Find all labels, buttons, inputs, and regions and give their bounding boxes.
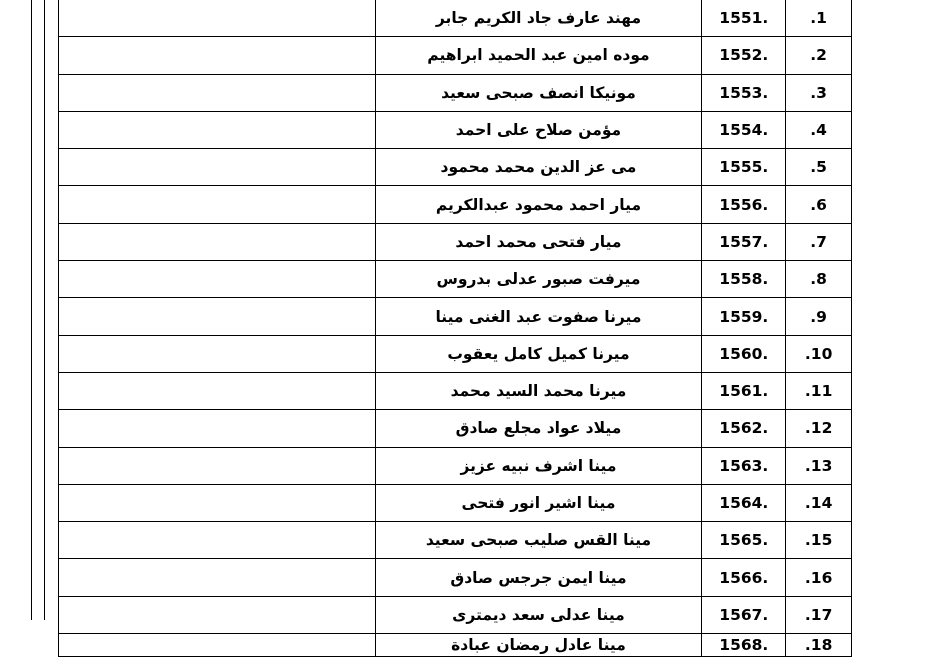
row-code: .1562 (702, 410, 786, 447)
row-name: مينا اشرف نبيه عزيز (375, 447, 702, 484)
row-index: 11. (786, 372, 852, 409)
roster-table (58, 0, 852, 657)
row-index: 14. (786, 484, 852, 521)
table-row (59, 634, 852, 657)
row-code: .1552 (702, 37, 786, 74)
row-blank-cell (59, 372, 376, 409)
row-code: .1553 (702, 74, 786, 111)
row-name: مينا ايمن جرجس صادق (375, 559, 702, 596)
row-name: مونيكا انصف صبحى سعيد (375, 74, 702, 111)
row-name: ميرنا صفوت عبد الغنى مينا (375, 298, 702, 335)
row-name: ميرفت صبور عدلى بدروس (375, 261, 702, 298)
row-blank-cell (59, 37, 376, 74)
row-name: مؤمن صلاح على احمد (375, 111, 702, 148)
row-index: 1. (786, 0, 852, 37)
row-index: 6. (786, 186, 852, 223)
table-row (59, 298, 852, 335)
row-name: مينا القس صليب صبحى سعيد (375, 522, 702, 559)
row-blank-cell (59, 149, 376, 186)
table-row (59, 484, 852, 521)
row-blank-cell (59, 298, 376, 335)
row-index: 16. (786, 559, 852, 596)
row-blank-cell (59, 335, 376, 372)
roster-table-body (59, 0, 852, 657)
row-name: موده امين عبد الحميد ابراهيم (375, 37, 702, 74)
row-blank-cell (59, 559, 376, 596)
table-row (59, 372, 852, 409)
row-code: .1556 (702, 186, 786, 223)
table-row (59, 447, 852, 484)
row-code: .1564 (702, 484, 786, 521)
table-row (59, 74, 852, 111)
row-code: .1568 (702, 634, 786, 657)
row-name: ميار احمد محمود عبدالكريم (375, 186, 702, 223)
table-row (59, 37, 852, 74)
table-row (59, 522, 852, 559)
row-name: مهند عارف جاد الكريم جابر (375, 0, 702, 37)
table-row (59, 223, 852, 260)
table-row (59, 596, 852, 633)
row-name: مينا اشير انور فتحى (375, 484, 702, 521)
row-index: 5. (786, 149, 852, 186)
roster-table-container (58, 0, 852, 657)
row-code: .1565 (702, 522, 786, 559)
row-index: 4. (786, 111, 852, 148)
row-index: 9. (786, 298, 852, 335)
row-blank-cell (59, 186, 376, 223)
row-code: .1563 (702, 447, 786, 484)
table-row (59, 410, 852, 447)
row-name: ميرنا كميل كامل يعقوب (375, 335, 702, 372)
row-blank-cell (59, 0, 376, 37)
page-left-border (31, 0, 32, 620)
row-blank-cell (59, 447, 376, 484)
row-code: .1551 (702, 0, 786, 37)
table-row (59, 186, 852, 223)
row-name: مينا عادل رمضان عبادة (375, 634, 702, 657)
table-row (59, 149, 852, 186)
row-index: 12. (786, 410, 852, 447)
row-name: ميار فتحى محمد احمد (375, 223, 702, 260)
table-row (59, 335, 852, 372)
row-name: ميلاد عواد مجلع صادق (375, 410, 702, 447)
row-code: .1567 (702, 596, 786, 633)
row-code: .1554 (702, 111, 786, 148)
table-row (59, 0, 852, 37)
row-blank-cell (59, 484, 376, 521)
row-blank-cell (59, 522, 376, 559)
row-code: .1555 (702, 149, 786, 186)
row-index: 10. (786, 335, 852, 372)
row-name: مينا عدلى سعد ديمترى (375, 596, 702, 633)
page-left-inner-border (44, 0, 45, 620)
row-index: 7. (786, 223, 852, 260)
row-blank-cell (59, 410, 376, 447)
row-code: .1566 (702, 559, 786, 596)
row-code: .1560 (702, 335, 786, 372)
row-index: 2. (786, 37, 852, 74)
row-blank-cell (59, 634, 376, 657)
row-index: 3. (786, 74, 852, 111)
table-row (59, 111, 852, 148)
row-code: .1561 (702, 372, 786, 409)
row-name: مى عز الدين محمد محمود (375, 149, 702, 186)
row-index: 17. (786, 596, 852, 633)
row-blank-cell (59, 596, 376, 633)
row-index: 15. (786, 522, 852, 559)
row-blank-cell (59, 111, 376, 148)
row-index: 8. (786, 261, 852, 298)
row-code: .1557 (702, 223, 786, 260)
row-blank-cell (59, 223, 376, 260)
row-blank-cell (59, 261, 376, 298)
row-blank-cell (59, 74, 376, 111)
table-row (59, 559, 852, 596)
row-index: 18. (786, 634, 852, 657)
row-code: .1558 (702, 261, 786, 298)
row-index: 13. (786, 447, 852, 484)
row-code: .1559 (702, 298, 786, 335)
table-row (59, 261, 852, 298)
row-name: ميرنا محمد السيد محمد (375, 372, 702, 409)
